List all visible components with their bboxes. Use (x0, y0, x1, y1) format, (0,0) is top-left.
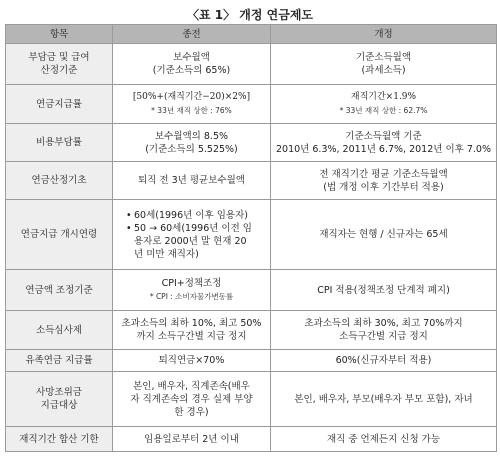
table-row (6, 311, 497, 350)
row-item: 사망조위금 지급대상 (6, 372, 113, 427)
header-new: 개정 (271, 25, 497, 44)
row-old (113, 200, 271, 270)
table-row (6, 124, 497, 162)
pension-table (5, 24, 497, 452)
header-row (6, 25, 497, 44)
row-item: 소득심사제 (6, 311, 113, 350)
table-row (6, 44, 497, 85)
row-old: 퇴직연금×70% (113, 350, 271, 372)
table-row (6, 350, 497, 372)
table-row (6, 200, 497, 270)
row-new-note: * 33년 재직 상한 : 62.7% (339, 106, 428, 115)
row-new: 재직자는 현행 / 신규자는 65세 (271, 200, 497, 270)
row-old: [50%+(재직기간−20)×2%] * 33년 재직 상한 : 76% (113, 85, 271, 124)
list-item: • 60세(1996년 이후 임용자) (126, 209, 267, 222)
row-item: 연금지급 개시연령 (6, 200, 113, 270)
row-old: CPI+정책조정 * CPI : 소비자물가변동률 (113, 270, 271, 311)
row-new: 60%(신규자부터 적용) (271, 350, 497, 372)
row-new: 기준소득월액 기준 2010년 6.3%, 2011년 6.7%, 2012년 이후 7.0% (271, 124, 497, 162)
row-item: 연금지급률 (6, 85, 113, 124)
row-new: CPI 적용(정책조정 단계적 폐지) (271, 270, 497, 311)
header-item: 항목 (6, 25, 113, 44)
row-old: 퇴직 전 3년 평균보수월액 (113, 162, 271, 200)
row-old: 보수월액 (기준소득의 65%) (113, 44, 271, 85)
row-item: 부담금 및 급여 산정기준 (6, 44, 113, 85)
row-new: 전 재직기간 평균 기준소득월액 (법 개정 이후 기간부터 적용) (271, 162, 497, 200)
row-old: 보수월액의 8.5% (기준소득의 5.525%) (113, 124, 271, 162)
table-row (6, 85, 497, 124)
row-new: 기준소득월액 (과세소득) (271, 44, 497, 85)
row-item: 유족연금 지급률 (6, 350, 113, 372)
table-row (6, 427, 497, 452)
header-old: 종전 (113, 25, 271, 44)
table-title: 〈표 1〉 개정 연금제도 (186, 8, 314, 22)
row-new: 초과소득의 최하 30%, 최고 70%까지 소득구간별 지급 정지 (271, 311, 497, 350)
row-old: 초과소득의 최하 10%, 최고 50% 까지 소득구간별 지급 정지 (113, 311, 271, 350)
row-item: 연금산정기초 (6, 162, 113, 200)
table-row (6, 372, 497, 427)
row-old-note: * CPI : 소비자물가변동률 (149, 292, 234, 301)
row-item: 비용부담률 (6, 124, 113, 162)
row-old-note: * 33년 재직 상한 : 76% (151, 106, 232, 115)
table-row (6, 162, 497, 200)
row-new: 재직 중 언제든지 신청 가능 (271, 427, 497, 452)
row-item: 연금액 조정기준 (6, 270, 113, 311)
row-new: 본인, 배우자, 부모(배우자 부모 포함), 자녀 (271, 372, 497, 427)
row-old-list (116, 209, 267, 261)
list-item: • 50 → 60세(1996년 이전 임 용자로 2000년 말 현재 20 년 미만 재직자) (126, 222, 267, 261)
row-item: 재직기간 합산 기한 (6, 427, 113, 452)
row-old: 임용일로부터 2년 이내 (113, 427, 271, 452)
table-row (6, 270, 497, 311)
row-old: 본인, 배우자, 직계존속(배우 자 직계존속의 경우 실제 부양 한 경우) (113, 372, 271, 427)
row-new: 재직기간×1.9% * 33년 재직 상한 : 62.7% (271, 85, 497, 124)
